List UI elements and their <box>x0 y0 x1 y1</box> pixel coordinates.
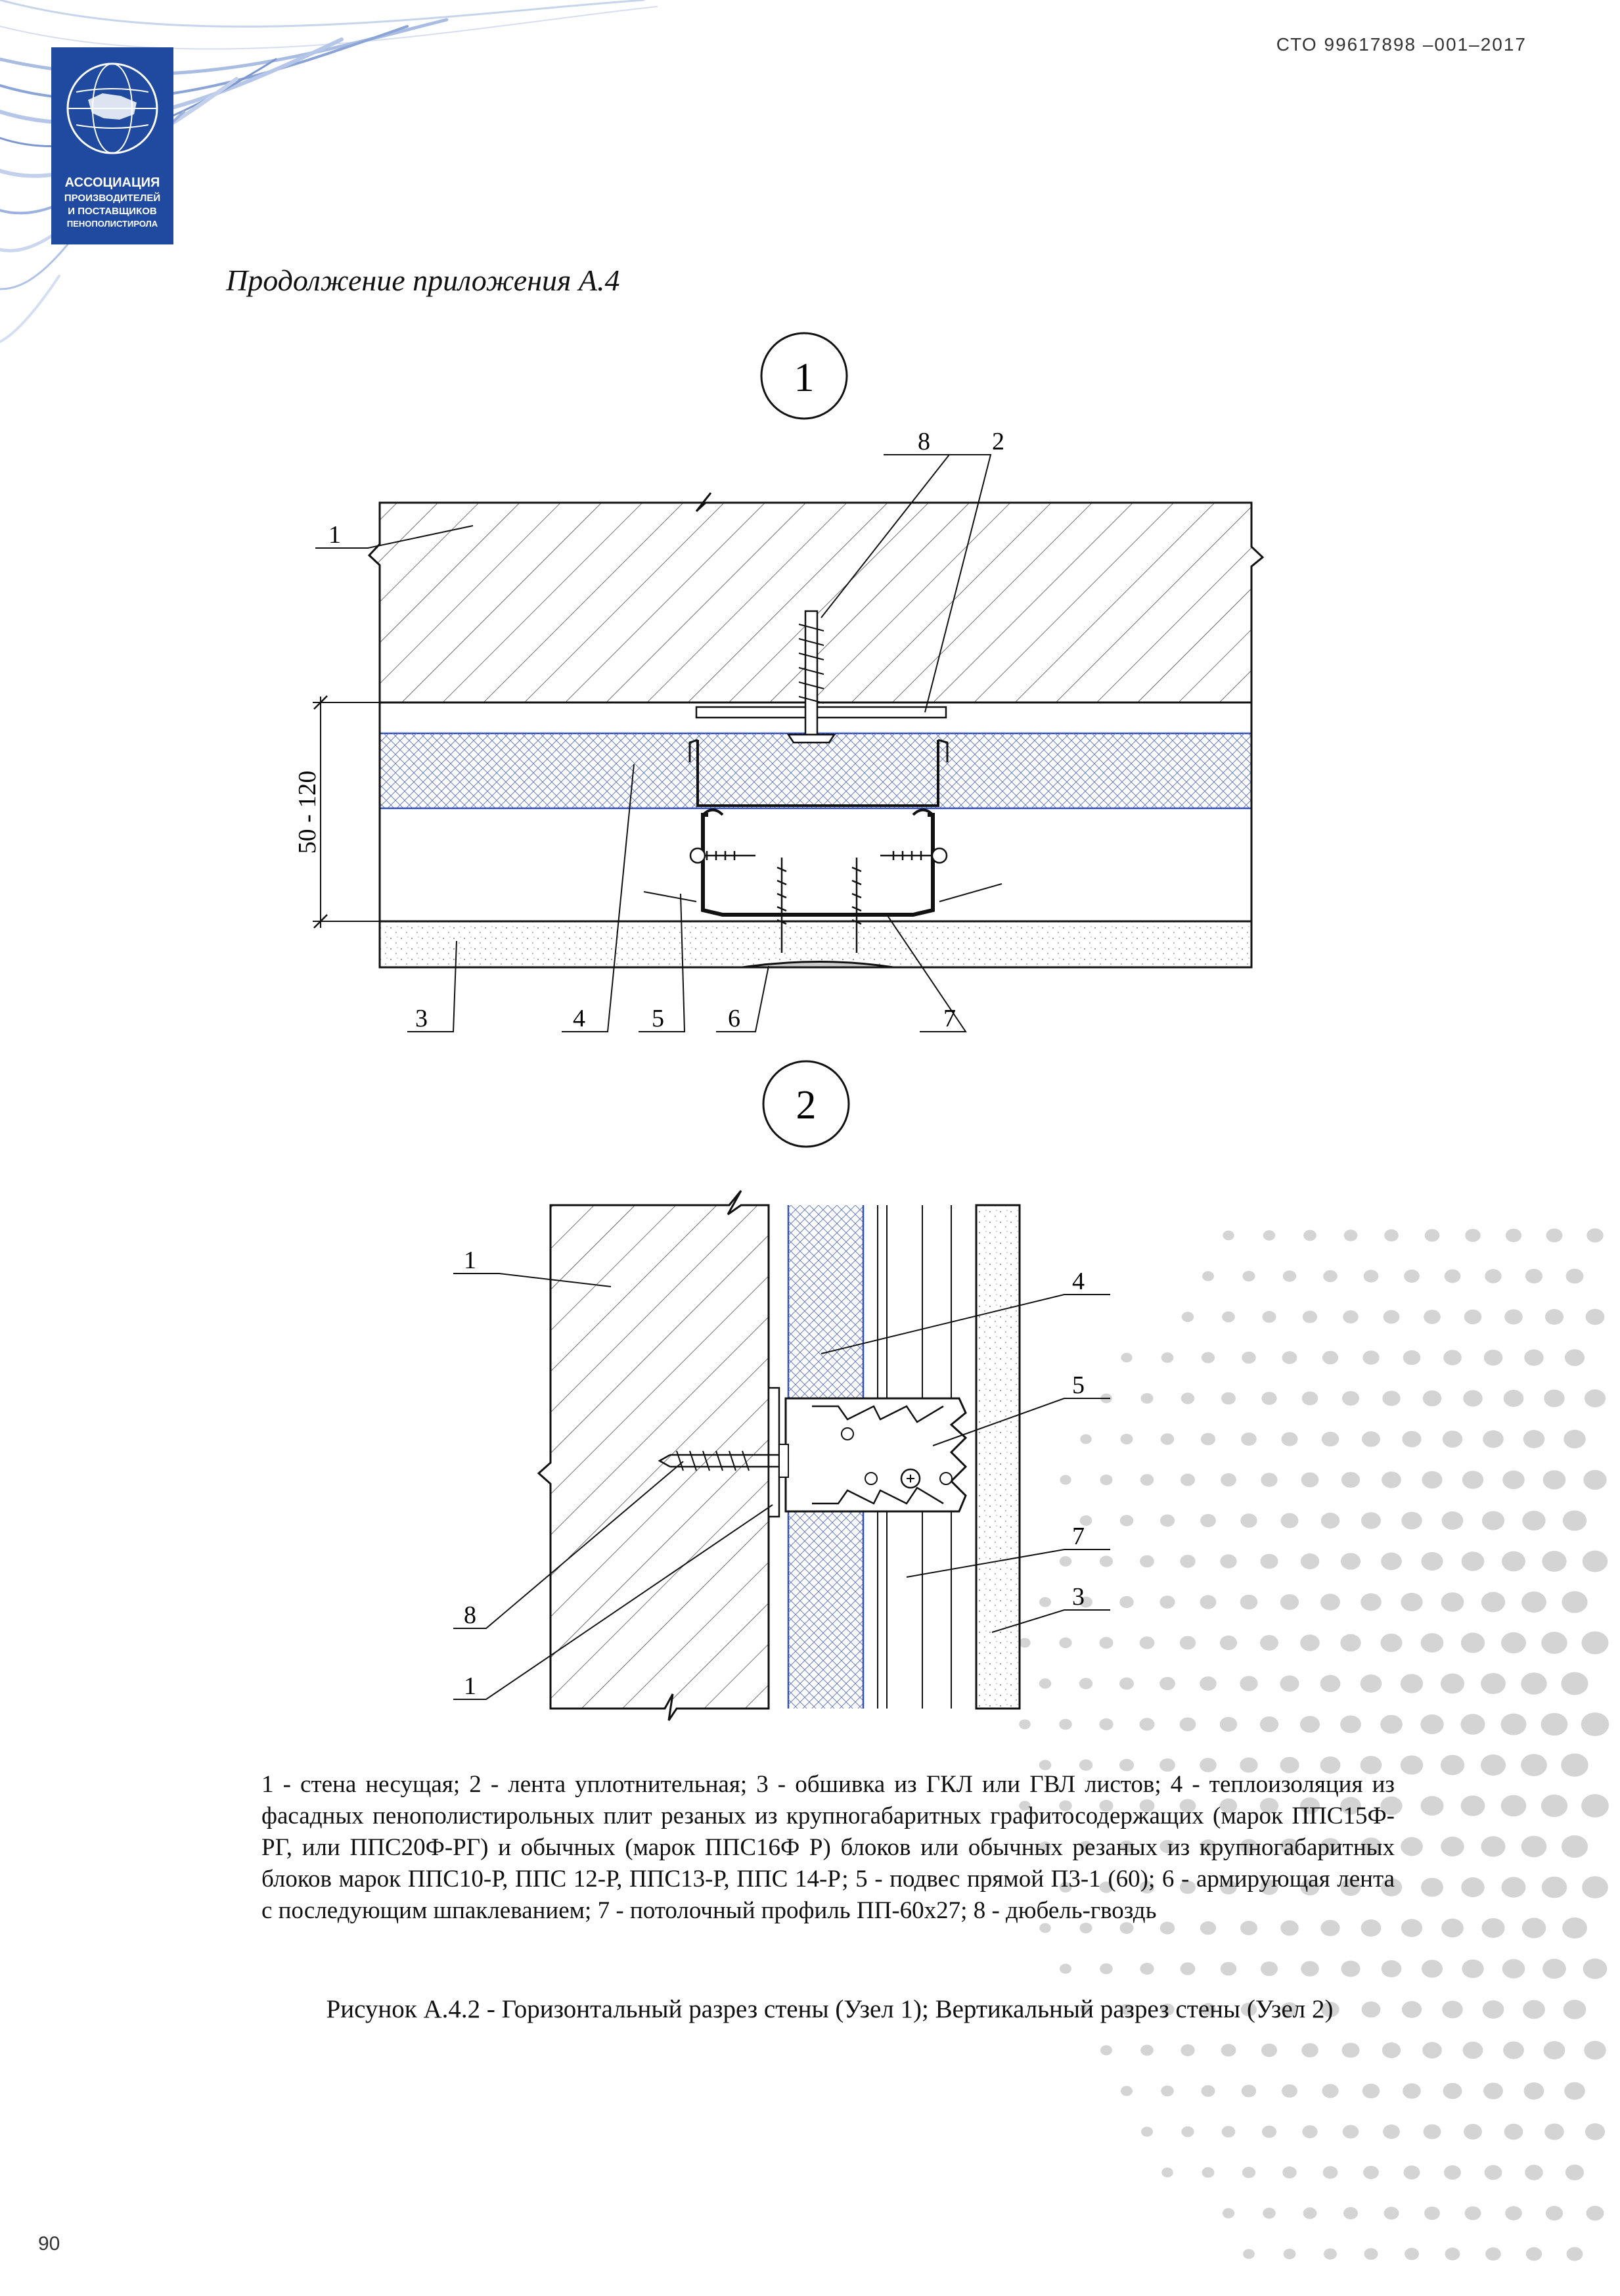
svg-text:1: 1 <box>328 521 341 549</box>
node-1-label: 1 <box>794 356 815 400</box>
figure-legend: 1 - стена несущая; 2 - лента уплотнительная; 3 - обшивка из ГКЛ или ГВЛ листов; 4 - теплоизоляция из фасадных пенополистирольных плит резаных из крупногабаритных графитосодержащих (марок ППС15Ф-РГ, или ППС20Ф-РГ) и обычных (марок ППС16Ф Р) блоков или обычных резаных из крупногабаритных блоков марок ППС10-Р, ППС 12-Р, ППС13-Р, ППС 14-Р; 5 - подвес прямой П3-1 (60); 6 - армирующая лента с последующим шпаклеванием; 7 - потолочный профиль ПП-60х27; 8 - дюбель-гвоздь <box>261 1771 1395 1924</box>
gypsum-sheathing-vertical <box>976 1205 1020 1709</box>
logo-line-3: И ПОСТАВЩИКОВ <box>68 206 157 217</box>
svg-text:4: 4 <box>1072 1268 1085 1295</box>
gypsum-sheathing <box>380 921 1251 967</box>
drawing-node-1 <box>294 333 1263 1032</box>
svg-text:7: 7 <box>943 1005 956 1032</box>
figure-caption <box>0 1994 1620 2024</box>
dimension-label: 50 - 120 <box>294 770 321 854</box>
insulation-layer <box>380 733 1251 808</box>
svg-text:5: 5 <box>1072 1371 1085 1399</box>
drawing-node-2 <box>453 1061 1110 1720</box>
svg-text:5: 5 <box>652 1005 664 1032</box>
svg-text:1: 1 <box>464 1672 476 1700</box>
figure-caption-text: Рисунок А.4.2 - Горизонтальный разрез стены (Узел 1); Вертикальный разрез стены (Узел 2) <box>326 1995 1334 2023</box>
svg-text:8: 8 <box>918 428 930 455</box>
dowel-nail <box>805 611 817 735</box>
svg-text:7: 7 <box>1072 1523 1085 1550</box>
node-2-label: 2 <box>796 1083 817 1128</box>
sealing-tape <box>696 707 946 718</box>
section-title: Продолжение приложения А.4 <box>226 264 620 297</box>
logo-line-4: ПЕНОПОЛИСТИРОЛА <box>66 219 158 229</box>
svg-text:6: 6 <box>728 1005 740 1032</box>
svg-text:1: 1 <box>464 1247 476 1274</box>
logo-line-2: ПРОИЗВОДИТЕЛЕЙ <box>64 193 161 204</box>
ceiling-profile <box>703 815 933 915</box>
logo-line-1: АССОЦИАЦИЯ <box>64 175 160 190</box>
svg-text:3: 3 <box>1072 1583 1085 1611</box>
page-number: 90 <box>38 2233 60 2255</box>
svg-text:4: 4 <box>573 1005 585 1032</box>
direct-hanger <box>786 1398 966 1511</box>
svg-text:2: 2 <box>992 428 1004 455</box>
svg-text:8: 8 <box>464 1601 476 1629</box>
document-number: СТО 99617898 –001–2017 <box>1276 34 1527 55</box>
svg-text:3: 3 <box>415 1005 428 1032</box>
